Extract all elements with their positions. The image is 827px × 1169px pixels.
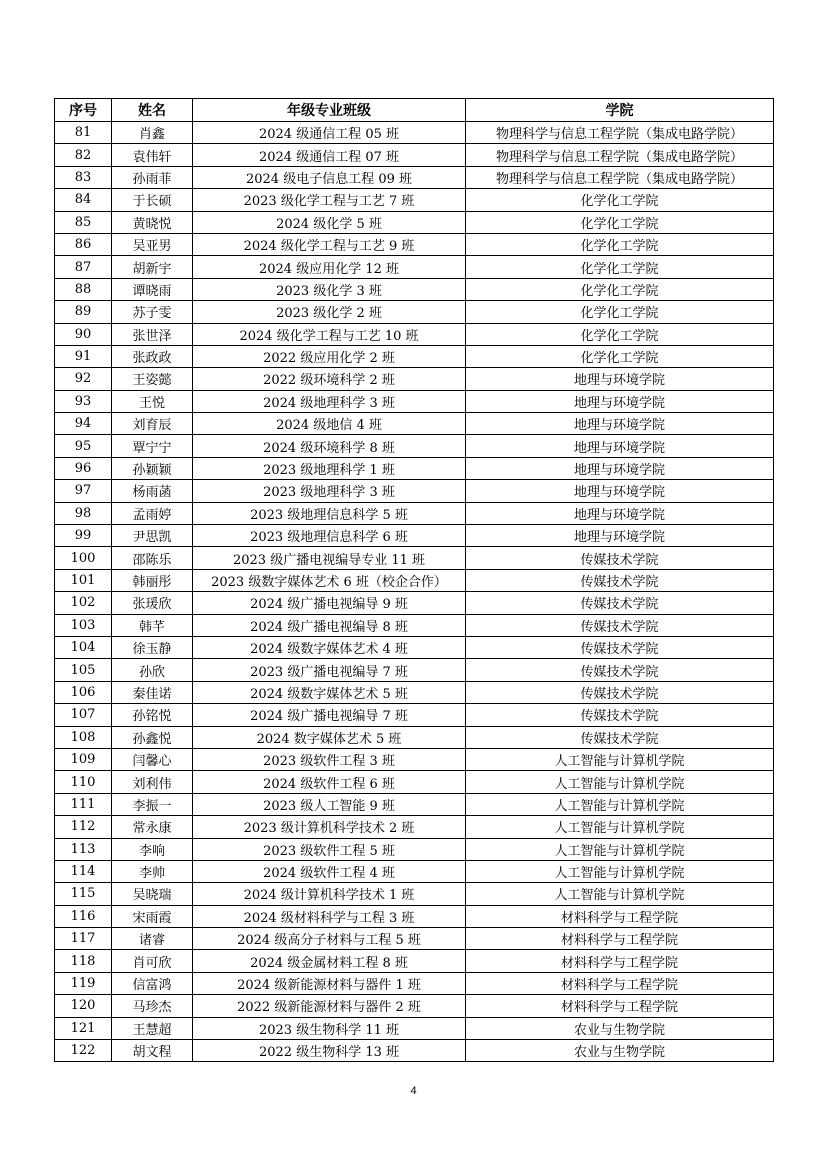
student-name-cell: 张政政	[112, 345, 193, 367]
table-row	[55, 144, 774, 166]
college-cell: 传媒技术学院	[466, 614, 774, 636]
serial-number-cell: 112	[55, 816, 112, 838]
table-row	[55, 502, 774, 524]
table-row	[55, 614, 774, 636]
grade-major-class-cell: 2024 级数字媒体艺术 5 班	[193, 681, 466, 703]
student-name-cell: 李帅	[112, 860, 193, 882]
grade-major-class-cell: 2023 级计算机科学技术 2 班	[193, 816, 466, 838]
grade-major-class-cell: 2024 级电子信息工程 09 班	[193, 166, 466, 188]
serial-number-cell: 95	[55, 435, 112, 457]
table-row	[55, 323, 774, 345]
serial-number-cell: 99	[55, 525, 112, 547]
table-row	[55, 435, 774, 457]
serial-number-cell: 89	[55, 301, 112, 323]
table-row	[55, 569, 774, 591]
grade-major-class-cell: 2022 级环境科学 2 班	[193, 368, 466, 390]
grade-major-class-cell: 2023 级生物科学 11 班	[193, 1017, 466, 1039]
college-cell: 传媒技术学院	[466, 547, 774, 569]
serial-number-cell: 85	[55, 211, 112, 233]
serial-number-cell: 94	[55, 413, 112, 435]
grade-major-class-cell: 2023 级人工智能 9 班	[193, 793, 466, 815]
table-row	[55, 301, 774, 323]
college-cell: 化学化工学院	[466, 323, 774, 345]
college-cell: 化学化工学院	[466, 345, 774, 367]
grade-major-class-cell: 2023 级地理信息科学 5 班	[193, 502, 466, 524]
student-roster-table	[54, 98, 774, 1062]
student-name-cell: 宋雨霞	[112, 905, 193, 927]
student-name-cell: 常永康	[112, 816, 193, 838]
college-cell: 地理与环境学院	[466, 502, 774, 524]
table-row	[55, 345, 774, 367]
college-cell: 地理与环境学院	[466, 457, 774, 479]
student-name-cell: 孙雨菲	[112, 166, 193, 188]
college-cell: 地理与环境学院	[466, 368, 774, 390]
grade-major-class-cell: 2023 级软件工程 3 班	[193, 748, 466, 770]
student-name-cell: 韩丽彤	[112, 569, 193, 591]
student-name-cell: 张瑗欣	[112, 592, 193, 614]
student-name-cell: 王慧超	[112, 1017, 193, 1039]
serial-number-cell: 92	[55, 368, 112, 390]
table-row	[55, 547, 774, 569]
grade-major-class-cell: 2024 级广播电视编导 9 班	[193, 592, 466, 614]
college-cell: 地理与环境学院	[466, 435, 774, 457]
serial-number-cell: 121	[55, 1017, 112, 1039]
grade-major-class-cell: 2024 级高分子材料与工程 5 班	[193, 928, 466, 950]
student-name-cell: 谭晓雨	[112, 278, 193, 300]
grade-major-class-cell: 2024 级化学工程与工艺 10 班	[193, 323, 466, 345]
college-cell: 化学化工学院	[466, 189, 774, 211]
college-cell: 地理与环境学院	[466, 390, 774, 412]
college-cell: 人工智能与计算机学院	[466, 860, 774, 882]
serial-number-cell: 119	[55, 972, 112, 994]
grade-major-class-cell: 2024 级化学 5 班	[193, 211, 466, 233]
college-cell: 材料科学与工程学院	[466, 995, 774, 1017]
table-row	[55, 211, 774, 233]
serial-number-cell: 83	[55, 166, 112, 188]
student-name-cell: 孟雨婷	[112, 502, 193, 524]
table-row	[55, 726, 774, 748]
grade-major-class-cell: 2024 级材料科学与工程 3 班	[193, 905, 466, 927]
student-name-cell: 肖可欣	[112, 950, 193, 972]
student-name-cell: 覃宁宁	[112, 435, 193, 457]
serial-number-cell: 107	[55, 704, 112, 726]
student-name-cell: 刘利伟	[112, 771, 193, 793]
student-name-cell: 邵陈乐	[112, 547, 193, 569]
serial-number-cell: 116	[55, 905, 112, 927]
table-row	[55, 233, 774, 255]
serial-number-cell: 102	[55, 592, 112, 614]
college-cell: 人工智能与计算机学院	[466, 748, 774, 770]
header-row	[55, 99, 774, 122]
grade-major-class-cell: 2023 级广播电视编导专业 11 班	[193, 547, 466, 569]
table-row	[55, 950, 774, 972]
grade-major-class-cell: 2024 级软件工程 6 班	[193, 771, 466, 793]
grade-major-class-cell: 2023 级数字媒体艺术 6 班（校企合作）	[193, 569, 466, 591]
student-name-cell: 于长硕	[112, 189, 193, 211]
grade-major-class-cell: 2023 级地理信息科学 6 班	[193, 525, 466, 547]
grade-major-class-cell: 2024 级广播电视编导 7 班	[193, 704, 466, 726]
student-name-cell: 马珍杰	[112, 995, 193, 1017]
college-cell: 传媒技术学院	[466, 592, 774, 614]
serial-number-cell: 108	[55, 726, 112, 748]
table-row	[55, 256, 774, 278]
serial-number-cell: 104	[55, 636, 112, 658]
grade-major-class-cell: 2024 级新能源材料与器件 1 班	[193, 972, 466, 994]
student-name-cell: 闫馨心	[112, 748, 193, 770]
college-cell: 传媒技术学院	[466, 726, 774, 748]
table-row	[55, 636, 774, 658]
college-cell: 物理科学与信息工程学院（集成电路学院）	[466, 122, 774, 144]
page-number: 4	[410, 1085, 417, 1097]
table-row	[55, 1017, 774, 1039]
serial-number-cell: 106	[55, 681, 112, 703]
table-row	[55, 928, 774, 950]
college-cell: 材料科学与工程学院	[466, 972, 774, 994]
student-name-cell: 黄晓悦	[112, 211, 193, 233]
table-row	[55, 972, 774, 994]
college-cell: 材料科学与工程学院	[466, 950, 774, 972]
serial-number-cell: 101	[55, 569, 112, 591]
table-row	[55, 525, 774, 547]
student-name-cell: 诸睿	[112, 928, 193, 950]
college-cell: 人工智能与计算机学院	[466, 838, 774, 860]
grade-major-class-cell: 2024 级广播电视编导 8 班	[193, 614, 466, 636]
table-row	[55, 1040, 774, 1062]
table-row	[55, 390, 774, 412]
table-row	[55, 838, 774, 860]
table-body	[55, 122, 774, 1062]
grade-major-class-cell: 2023 级软件工程 5 班	[193, 838, 466, 860]
table-row	[55, 278, 774, 300]
college-cell: 化学化工学院	[466, 256, 774, 278]
table-row	[55, 413, 774, 435]
serial-number-cell: 86	[55, 233, 112, 255]
grade-major-class-cell: 2024 级地理科学 3 班	[193, 390, 466, 412]
grade-major-class-cell: 2024 级通信工程 05 班	[193, 122, 466, 144]
student-name-cell: 信富鸿	[112, 972, 193, 994]
college-cell: 人工智能与计算机学院	[466, 771, 774, 793]
student-name-cell: 王姿懿	[112, 368, 193, 390]
serial-number-cell: 120	[55, 995, 112, 1017]
table-row	[55, 166, 774, 188]
table-row	[55, 995, 774, 1017]
grade-major-class-cell: 2024 级计算机科学技术 1 班	[193, 883, 466, 905]
college-cell: 传媒技术学院	[466, 569, 774, 591]
serial-number-cell: 96	[55, 457, 112, 479]
grade-major-class-cell: 2023 级广播电视编导 7 班	[193, 659, 466, 681]
college-cell: 材料科学与工程学院	[466, 928, 774, 950]
college-cell: 物理科学与信息工程学院（集成电路学院）	[466, 144, 774, 166]
student-name-cell: 刘育辰	[112, 413, 193, 435]
table-header	[55, 99, 774, 122]
college-cell: 化学化工学院	[466, 278, 774, 300]
college-cell: 传媒技术学院	[466, 681, 774, 703]
student-name-cell: 袁伟轩	[112, 144, 193, 166]
grade-major-class-cell: 2023 级地理科学 1 班	[193, 457, 466, 479]
college-cell: 人工智能与计算机学院	[466, 883, 774, 905]
header-name: 姓名	[112, 99, 193, 122]
college-cell: 地理与环境学院	[466, 413, 774, 435]
serial-number-cell: 84	[55, 189, 112, 211]
college-cell: 传媒技术学院	[466, 704, 774, 726]
serial-number-cell: 118	[55, 950, 112, 972]
college-cell: 地理与环境学院	[466, 480, 774, 502]
student-name-cell: 孙鑫悦	[112, 726, 193, 748]
table-row	[55, 592, 774, 614]
college-cell: 农业与生物学院	[466, 1017, 774, 1039]
student-name-cell: 孙颖颖	[112, 457, 193, 479]
table-row	[55, 189, 774, 211]
grade-major-class-cell: 2023 级化学工程与工艺 7 班	[193, 189, 466, 211]
serial-number-cell: 82	[55, 144, 112, 166]
serial-number-cell: 105	[55, 659, 112, 681]
table-row	[55, 659, 774, 681]
table-row	[55, 816, 774, 838]
table-row	[55, 860, 774, 882]
table-row	[55, 368, 774, 390]
table-row	[55, 771, 774, 793]
serial-number-cell: 114	[55, 860, 112, 882]
student-name-cell: 孙欣	[112, 659, 193, 681]
student-name-cell: 吴晓瑞	[112, 883, 193, 905]
table-row	[55, 704, 774, 726]
grade-major-class-cell: 2024 级环境科学 8 班	[193, 435, 466, 457]
serial-number-cell: 109	[55, 748, 112, 770]
serial-number-cell: 113	[55, 838, 112, 860]
student-name-cell: 胡新宇	[112, 256, 193, 278]
table-row	[55, 681, 774, 703]
student-name-cell: 胡文程	[112, 1040, 193, 1062]
table-row	[55, 905, 774, 927]
student-name-cell: 秦佳诺	[112, 681, 193, 703]
serial-number-cell: 87	[55, 256, 112, 278]
serial-number-cell: 103	[55, 614, 112, 636]
grade-major-class-cell: 2024 级软件工程 4 班	[193, 860, 466, 882]
table-row	[55, 122, 774, 144]
grade-major-class-cell: 2024 级数字媒体艺术 4 班	[193, 636, 466, 658]
grade-major-class-cell: 2023 级化学 2 班	[193, 301, 466, 323]
student-name-cell: 杨雨菡	[112, 480, 193, 502]
college-cell: 化学化工学院	[466, 211, 774, 233]
student-name-cell: 肖鑫	[112, 122, 193, 144]
grade-major-class-cell: 2024 级通信工程 07 班	[193, 144, 466, 166]
table-row	[55, 793, 774, 815]
table-row	[55, 457, 774, 479]
student-name-cell: 尹思凯	[112, 525, 193, 547]
college-cell: 材料科学与工程学院	[466, 905, 774, 927]
serial-number-cell: 81	[55, 122, 112, 144]
serial-number-cell: 111	[55, 793, 112, 815]
table-row	[55, 748, 774, 770]
grade-major-class-cell: 2022 级应用化学 2 班	[193, 345, 466, 367]
serial-number-cell: 122	[55, 1040, 112, 1062]
student-name-cell: 李振一	[112, 793, 193, 815]
serial-number-cell: 117	[55, 928, 112, 950]
student-name-cell: 徐玉静	[112, 636, 193, 658]
serial-number-cell: 90	[55, 323, 112, 345]
grade-major-class-cell: 2024 数字媒体艺术 5 班	[193, 726, 466, 748]
grade-major-class-cell: 2023 级化学 3 班	[193, 278, 466, 300]
grade-major-class-cell: 2024 级地信 4 班	[193, 413, 466, 435]
student-name-cell: 韩芊	[112, 614, 193, 636]
header-grade-major-class: 年级专业班级	[193, 99, 466, 122]
student-name-cell: 李响	[112, 838, 193, 860]
college-cell: 传媒技术学院	[466, 659, 774, 681]
grade-major-class-cell: 2024 级化学工程与工艺 9 班	[193, 233, 466, 255]
grade-major-class-cell: 2024 级应用化学 12 班	[193, 256, 466, 278]
grade-major-class-cell: 2022 级新能源材料与器件 2 班	[193, 995, 466, 1017]
serial-number-cell: 88	[55, 278, 112, 300]
serial-number-cell: 110	[55, 771, 112, 793]
grade-major-class-cell: 2024 级金属材料工程 8 班	[193, 950, 466, 972]
student-name-cell: 张世泽	[112, 323, 193, 345]
student-name-cell: 孙铭悦	[112, 704, 193, 726]
table-row	[55, 480, 774, 502]
college-cell: 传媒技术学院	[466, 636, 774, 658]
grade-major-class-cell: 2023 级地理科学 3 班	[193, 480, 466, 502]
serial-number-cell: 97	[55, 480, 112, 502]
college-cell: 化学化工学院	[466, 301, 774, 323]
college-cell: 化学化工学院	[466, 233, 774, 255]
college-cell: 农业与生物学院	[466, 1040, 774, 1062]
student-name-cell: 苏子雯	[112, 301, 193, 323]
college-cell: 人工智能与计算机学院	[466, 793, 774, 815]
serial-number-cell: 93	[55, 390, 112, 412]
serial-number-cell: 100	[55, 547, 112, 569]
college-cell: 物理科学与信息工程学院（集成电路学院）	[466, 166, 774, 188]
college-cell: 地理与环境学院	[466, 525, 774, 547]
student-name-cell: 王悦	[112, 390, 193, 412]
serial-number-cell: 98	[55, 502, 112, 524]
college-cell: 人工智能与计算机学院	[466, 816, 774, 838]
grade-major-class-cell: 2022 级生物科学 13 班	[193, 1040, 466, 1062]
header-serial-number: 序号	[55, 99, 112, 122]
serial-number-cell: 91	[55, 345, 112, 367]
student-name-cell: 吴亚男	[112, 233, 193, 255]
table-row	[55, 883, 774, 905]
header-college: 学院	[466, 99, 774, 122]
serial-number-cell: 115	[55, 883, 112, 905]
